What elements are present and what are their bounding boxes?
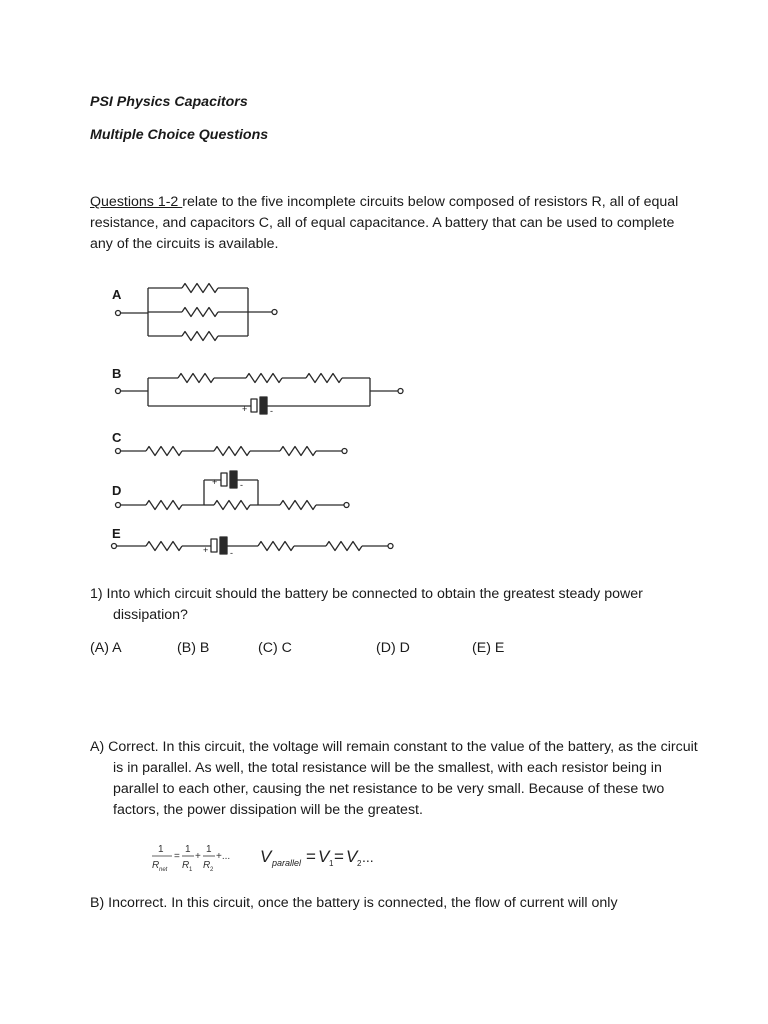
circuit-label-b: B (112, 366, 122, 381)
formula-v1-sub: 1 (329, 859, 334, 868)
intro-paragraph (90, 192, 690, 255)
question-1-text: 1) Into which circuit should the battery be connected to obtain the greatest steady power dissipation? (90, 586, 643, 623)
choice-b: (B) B (177, 640, 210, 656)
formula-v-parallel: V (260, 847, 272, 866)
circuit-c (116, 447, 348, 456)
circuit-label-c: C (112, 430, 122, 445)
cap-minus-e: - (230, 548, 233, 558)
circuit-label-a: A (112, 287, 122, 302)
formula-r1-sub: 1 (189, 867, 193, 873)
circuits-diagram (100, 275, 420, 565)
choice-e: (E) E (472, 640, 505, 656)
choice-c: (C) C (258, 640, 292, 656)
choice-d: (D) D (376, 640, 410, 656)
cap-plus-e: + (203, 545, 209, 555)
circuit-label-d: D (112, 483, 122, 498)
formula-r2-sub: 2 (210, 867, 214, 873)
formula-equals-b: = (306, 847, 316, 866)
formula-v2: V (346, 847, 358, 866)
formula-r-net-sub: net (159, 867, 168, 873)
choice-a: (A) A (90, 640, 122, 656)
formula-plus-dots: +... (216, 851, 231, 862)
answer-a-explanation: A) Correct. In this circuit, the voltage will remain constant to the value of the battery, as the circuit is in parallel. As well, the total resistance will be the smallest, with each resistor being in parallel to each other, causing the net resistance to be very small. Because of these two factors, the power dissipation will be the greatest. (90, 739, 698, 818)
questions-reference: Questions 1-2 (90, 194, 183, 210)
formula-v2-sub: 2 (357, 859, 362, 868)
formula-equals-a: = (174, 851, 180, 862)
formula-v1: V (318, 847, 330, 866)
cap-plus-b: + (242, 404, 248, 414)
formula-v-parallel-sub: parallel (272, 858, 302, 868)
cap-minus-d: - (240, 480, 243, 490)
formula-one-a: 1 (158, 844, 164, 855)
circuit-label-e: E (112, 526, 121, 541)
formula-r1: R (182, 860, 190, 871)
cap-minus-b: - (270, 406, 273, 416)
formula-image (148, 838, 398, 878)
formula-plus-a: + (195, 851, 201, 862)
intro-text: relate to the five incomplete circuits below composed of resistors R, all of equal resistance, and capacitors C, all of equal capacitance. A battery that can be used to complete any of the circuits is available. (90, 194, 679, 252)
formula-r-net: R (152, 860, 160, 871)
circuit-a (116, 284, 278, 341)
formula-one-b: 1 (185, 844, 191, 855)
document-title: PSI Physics Capacitors (90, 94, 248, 110)
formula-trail-dots: ... (362, 849, 374, 865)
section-subtitle: Multiple Choice Questions (90, 127, 269, 143)
formula-equals-c: = (334, 847, 344, 866)
circuit-b (116, 374, 404, 415)
circuit-e (112, 537, 394, 554)
formula-r2: R (203, 860, 211, 871)
cap-plus-d: + (212, 477, 218, 487)
answer-b-explanation: B) Incorrect. In this circuit, once the battery is connected, the flow of current will only (90, 895, 618, 911)
circuit-d (116, 471, 350, 510)
formula-one-c: 1 (206, 844, 212, 855)
